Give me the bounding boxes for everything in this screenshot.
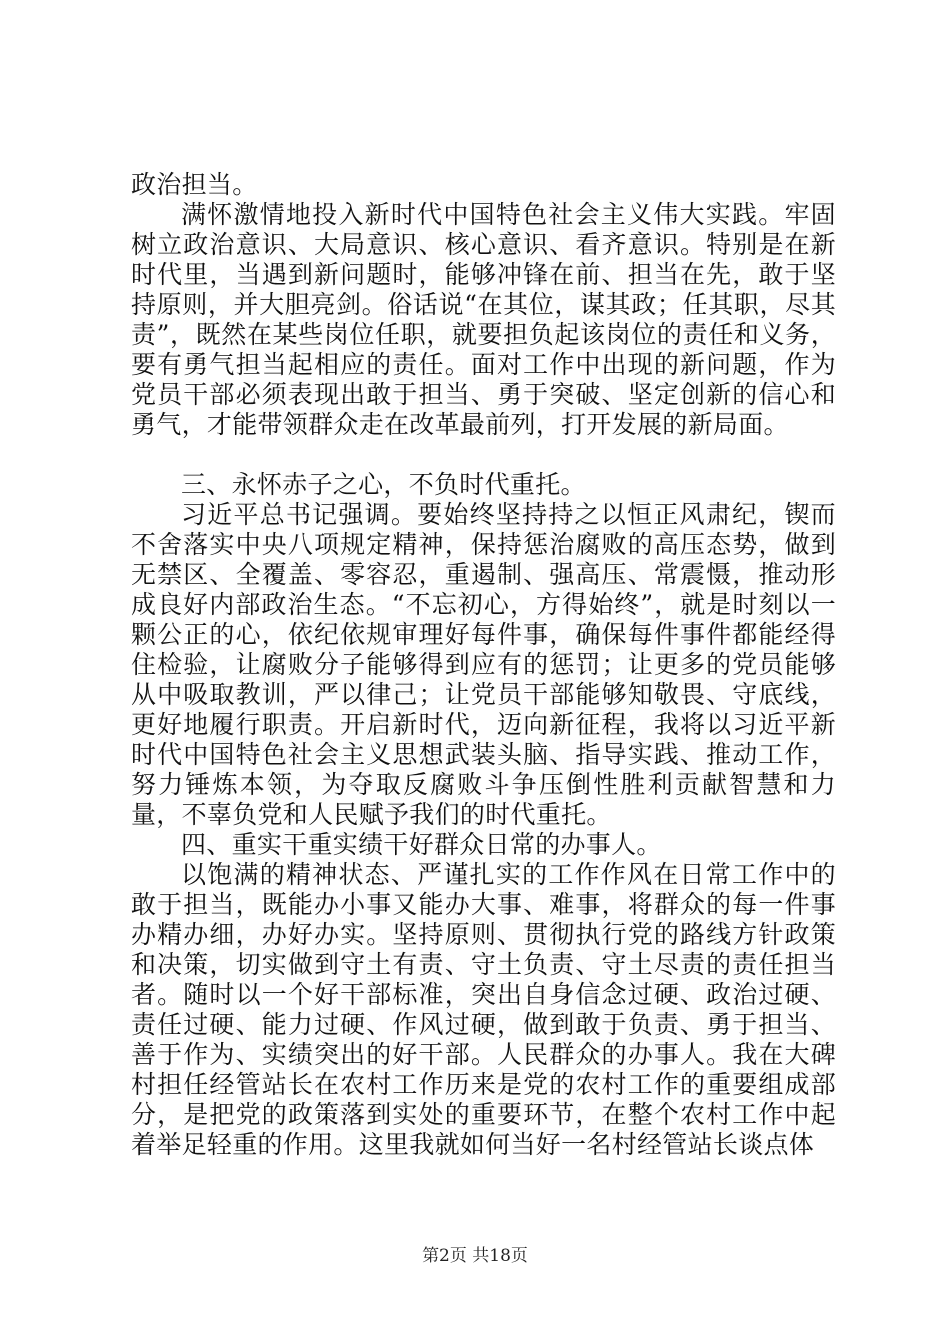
paragraph-discipline: 习近平总书记强调。要始终坚持持之以恒正风肃纪，锲而不舍落实中央八项规定精神，保持惩治腐败的高压态势，做到无禁区、全覆盖、零容忍，重遏制、强高压、常震慑，推动形成良好内部政治生态。“不忘初心，方得始终”，就是时刻以一颗公正的心，依纪依规审理好每件事，确保每件事件都能经得住检验，让腐败分子能够得到应有的惩罚；让更多的党员能够从中吸取教训，严以律己；让党员干部能够知敬畏、守底线，更好地履行职责。开启新时代，迈向新征程，我将以习近平新时代中国特色社会主义思想武装头脑、指导实践、推动工作，努力锤炼本领，为夺取反腐败斗争压倒性胜利贡献智慧和力量，不辜负党和人民赋予我们的时代重托。 xyxy=(131,500,836,829)
section-heading-three: 三、永怀赤子之心，不负时代重托。 xyxy=(181,470,586,499)
page-number: 第2页 共18页 xyxy=(422,1246,528,1266)
document-body xyxy=(131,170,836,1160)
paragraph-continuation: 政治担当。 xyxy=(131,170,258,199)
paragraph-practical-work: 以饱满的精神状态、严谨扎实的工作作风在日常工作中的敢于担当，既能办小事又能办大事、难事，将群众的每一件事办精办细，办好办实。坚持原则、贯彻执行党的路线方针政策和决策，切实做到守土有责、守土负责、守土尽责的责任担当者。随时以一个好干部标准，突出自身信念过硬、政治过硬、责任过硬、能力过硬、作风过硬，做到敢于负责、勇于担当、善于作为、实绩突出的好干部。人民群众的办事人。我在大碑村担任经管站长在农村工作历来是党的农村工作的重要组成部分，是把党的政策落到实处的重要环节，在整个农村工作中起着举足轻重的作用。这里我就如何当好一名村经管站长谈点体 xyxy=(131,860,836,1159)
page-footer xyxy=(0,1244,950,1268)
section-heading-four: 四、重实干重实绩干好群众日常的办事人。 xyxy=(181,830,662,859)
paragraph-political-commitment: 满怀激情地投入新时代中国特色社会主义伟大实践。牢固树立政治意识、大局意识、核心意识、看齐意识。特别是在新时代里，当遇到新问题时，能够冲锋在前、担当在先，敢于坚持原则，并大胆亮剑。俗话说“在其位，谋其政；任其职，尽其责”，既然在某些岗位任职，就要担负起该岗位的责任和义务，要有勇气担当起相应的责任。面对工作中出现的新问题，作为党员干部必须表现出敢于担当、勇于突破、坚定创新的信心和勇气，才能带领群众走在改革最前列，打开发展的新局面。 xyxy=(131,200,836,439)
